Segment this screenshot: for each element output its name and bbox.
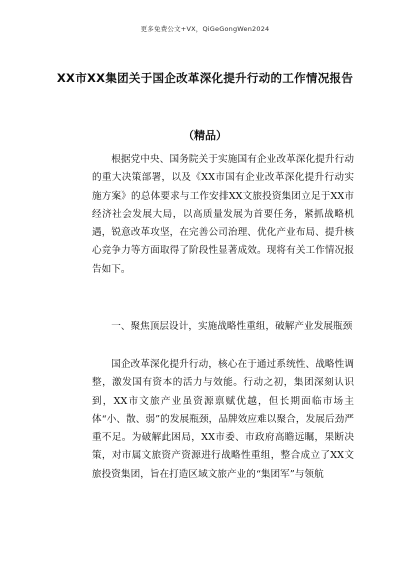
header-note: 更多免费公文+VX，QiGeGongWen2024: [140, 25, 270, 33]
section-heading-1: 一、聚焦顶层设计，实施战略性重组，破解产业发展瓶颈: [111, 321, 353, 332]
document-title: XX市XX集团关于国企改革深化提升行动的工作情况报告: [56, 71, 354, 85]
paragraph-intro: 根据党中央、国务院关于实施国有企业改革深化提升行动的重大决策部署，以及《XX市国有企业改革深化提升行动实施方案》的总体要求与工作安排XX文旅投资集团立足于XX市经济社会发展大局，以高质量发展为首要任务，紧抓战略机遇，锐意改革攻坚，在完善公司治理、优化产业布局、提升核心竞争力等方面取得了阶段性显著成效。现将有关工作情况报告如下。: [92, 154, 354, 275]
document-subtitle: （精品）: [183, 129, 227, 142]
paragraph-section-1: 国企改革深化提升行动，核心在于通过系统性、战略性调整，激发国有资本的活力与效能。行动之初，集团深刻认识到，XX市文旅产业虽资源禀赋优越，但长期面临市场主体“小、散、弱”的发展瓶颈，品牌效应难以聚合，发展后劲严重不足。为破解此困局，XX市委、市政府高瞻远瞩，果断决策，对市属文旅资产资源进行战略性重组，整合成立了XX文旅投资集团，旨在打造区域文旅产业的“集团军”与领航: [92, 359, 354, 480]
